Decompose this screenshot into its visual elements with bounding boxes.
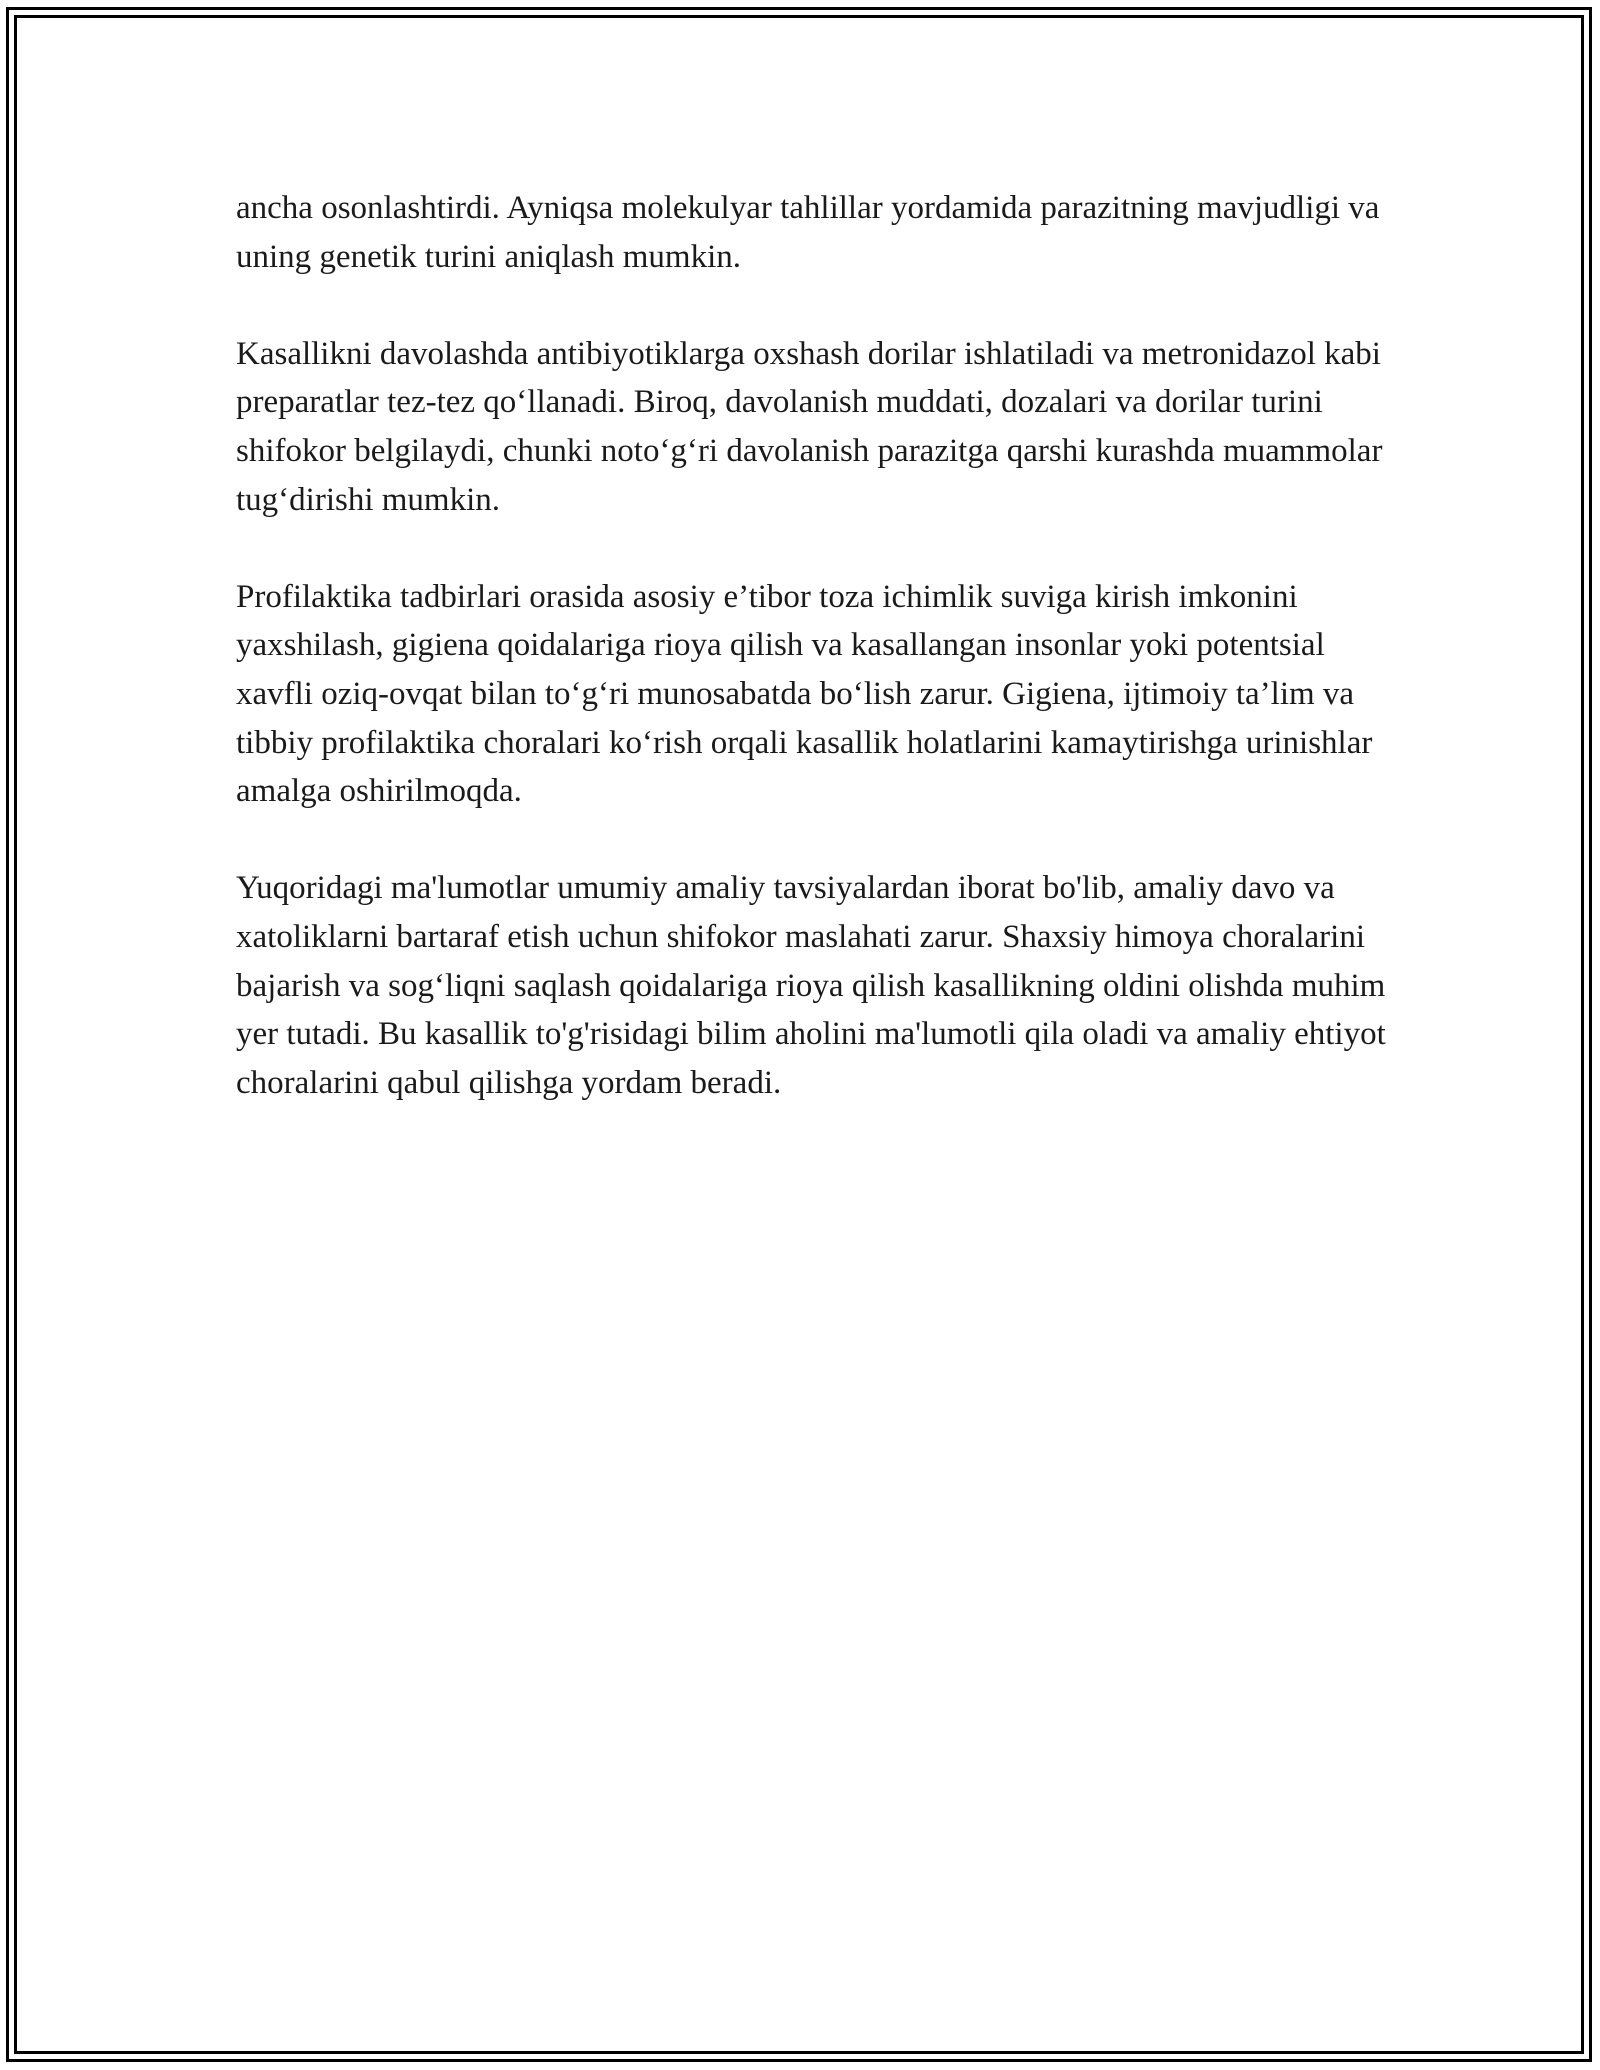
paragraph-prevention: Profilaktika tadbirlari orasida asosiy e’tibor toza ichimlik suviga kirish imkonini yaxshilash, gigiena qoidalariga rioya qilish va kasallangan insonlar yoki potentsial xavfli oziq-ovqat bilan to‘g‘ri munosabatda bo‘lish zarur. Gigiena, ijtimoiy ta’lim va tibbiy profilaktika choralari ko‘rish orqali kasallik holatlarini kamaytirishga urinishlar amalga oshirilmoqda.: [236, 578, 1373, 810]
paragraph-treatment: Kasallikni davolashda antibiyotiklarga oxshash dorilar ishlatiladi va metronidazol kabi preparatlar tez-tez qo‘llanadi. Biroq, davolanish muddati, dozalari va dorilar turini shifokor belgilaydi, chunki noto‘g‘ri davolanish parazitga qarshi kurashda muammolar tug‘dirishi mumkin.: [236, 335, 1383, 518]
document-body: [236, 184, 1386, 1107]
paragraph-conclusion: Yuqoridagi ma'lumotlar umumiy amaliy tavsiyalardan iborat bo'lib, amaliy davo va xatoliklarni bartaraf etish uchun shifokor maslahati zarur. Shaxsiy himoya choralarini bajarish va sog‘liqni saqlash qoidalariga rioya qilish kasallikning oldini olishda muhim yer tutadi. Bu kasallik to'g'risidagi bilim aholini ma'lumotli qila oladi va amaliy ehtiyot choralarini qabul qilishga yordam beradi.: [236, 870, 1386, 1101]
paragraph-diagnostics: ancha osonlashtirdi. Ayniqsa molekulyar tahlillar yordamida parazitning mavjudligi va uning genetik turini aniqlash mumkin.: [236, 190, 1380, 275]
